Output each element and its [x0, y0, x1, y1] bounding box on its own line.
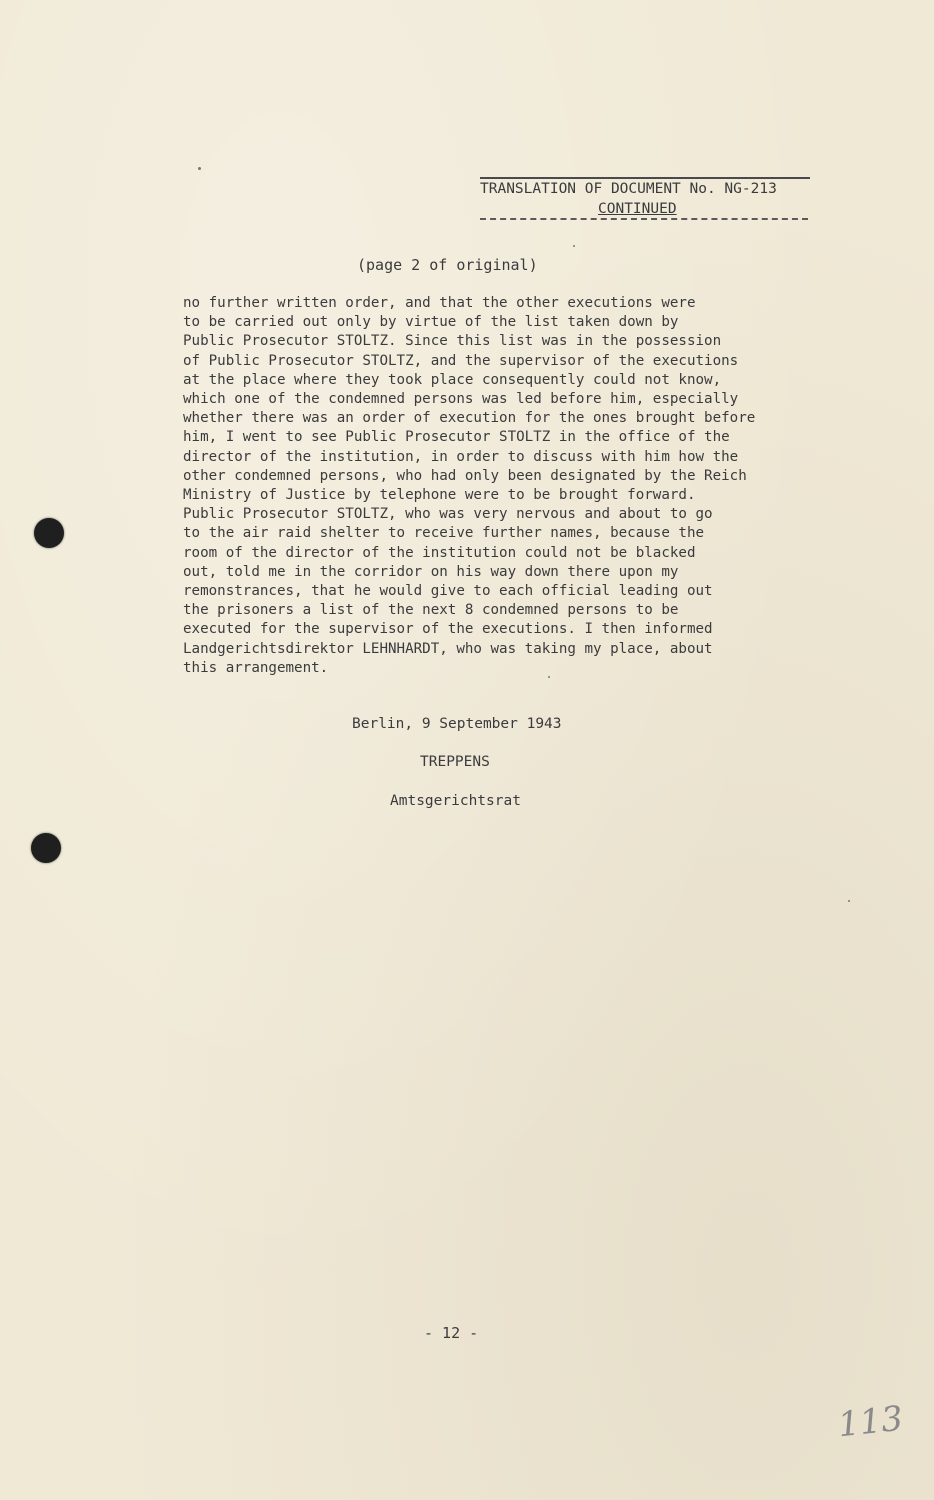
punch-hole-lower: [31, 833, 61, 863]
body-line: whether there was an order of execution for the ones brought before: [183, 410, 756, 427]
body-line: the prisoners a list of the next 8 condemned persons to be: [183, 602, 679, 619]
document-header: [480, 177, 810, 220]
body-line: remonstrances, that he would give to each official leading out: [183, 583, 713, 600]
body-line: Public Prosecutor STOLTZ. Since this list was in the possession: [183, 333, 722, 350]
body-line: which one of the condemned persons was led before him, especially: [183, 391, 739, 408]
page-reference: (page 2 of original): [357, 256, 538, 274]
paper-speck: [198, 167, 201, 170]
document-header-title: TRANSLATION OF DOCUMENT No. NG-213: [480, 177, 810, 197]
paper-speck: [548, 676, 550, 678]
paper-speck: [573, 245, 575, 247]
body-line: Public Prosecutor STOLTZ, who was very nervous and about to go: [183, 506, 713, 523]
signoff-title: Amtsgerichtsrat: [390, 793, 521, 809]
body-line: this arrangement.: [183, 659, 329, 676]
body-line: to the air raid shelter to receive further names, because the: [183, 525, 705, 542]
document-header-continued: CONTINUED: [598, 201, 677, 217]
page-number: - 12 -: [424, 1324, 479, 1342]
body-line: room of the director of the institution could not be blacked: [183, 544, 696, 561]
body-line: no further written order, and that the other executions were: [183, 295, 696, 311]
body-line: other condemned persons, who had only been designated by the Reich: [183, 467, 747, 484]
body-line: at the place where they took place consequently could not know,: [183, 371, 722, 388]
punch-hole-upper: [34, 518, 64, 548]
body-line: to be carried out only by virtue of the list taken down by: [183, 314, 679, 331]
body-line: him, I went to see Public Prosecutor STOLTZ in the office of the: [183, 429, 730, 446]
body-line: out, told me in the corridor on his way down there upon my: [183, 563, 679, 580]
body-line: director of the institution, in order to discuss with him how the: [183, 448, 739, 465]
handwritten-page-number: 113: [836, 1398, 905, 1446]
body-paragraph: [183, 294, 833, 678]
paper-speck: [848, 900, 850, 902]
body-line: Ministry of Justice by telephone were to be brought forward.: [183, 487, 696, 504]
body-line: of Public Prosecutor STOLTZ, and the supervisor of the executions: [183, 352, 739, 369]
body-line: executed for the supervisor of the executions. I then informed: [183, 621, 713, 638]
header-rule: [480, 218, 808, 220]
body-line: Landgerichtsdirektor LEHNHARDT, who was taking my place, about: [183, 640, 713, 657]
signoff-place-date: Berlin, 9 September 1943: [352, 716, 562, 732]
signoff-name: TREPPENS: [420, 754, 490, 770]
